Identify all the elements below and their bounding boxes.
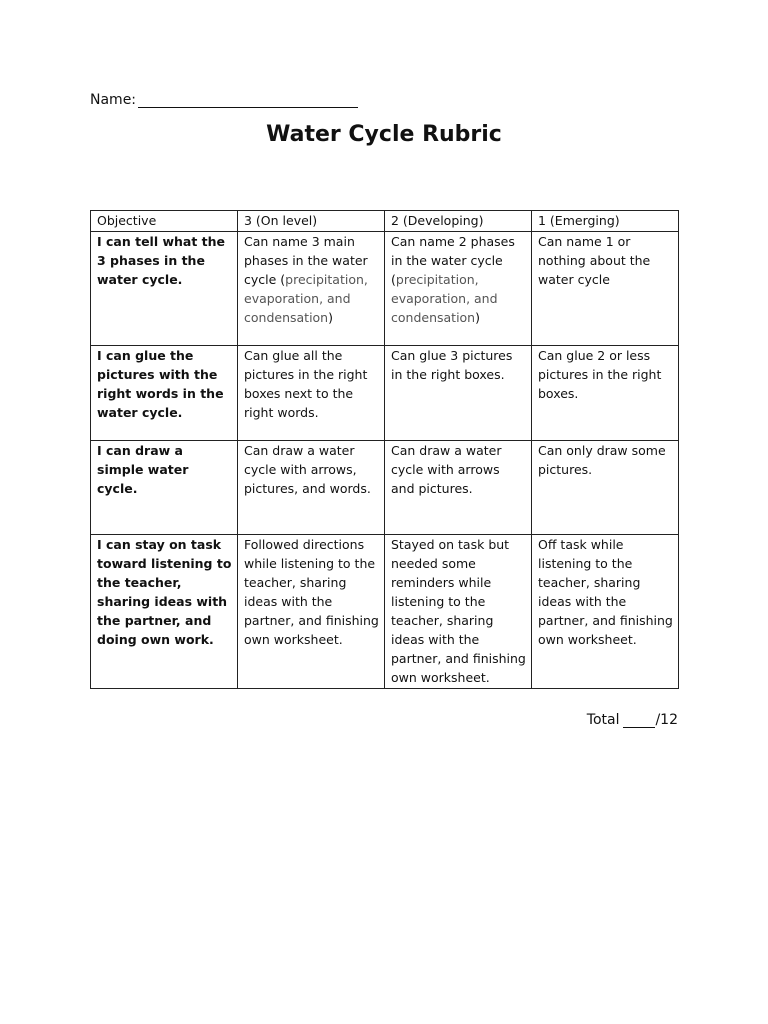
total-blank [623,714,655,728]
total-score [587,712,678,728]
level-2-cell [385,232,532,346]
table-row [91,441,679,535]
name-blank [138,93,358,108]
cell-text-gray: precipitation, evaporation, and condensation [244,272,368,325]
level-3-cell: Can glue all the pictures in the right boxes next to the right words. [238,346,385,441]
total-suffix: /12 [655,712,678,728]
level-2-cell: Stayed on task but needed some reminders while listening to the teacher, sharing ideas with the partner, and finishing own worksheet. [385,535,532,689]
rubric-table [90,210,679,689]
name-label: Name: [90,92,137,108]
cell-text-end: ) [328,310,333,325]
level-1-cell: Can glue 2 or less pictures in the right boxes. [532,346,679,441]
level-3-cell: Followed directions while listening to the teacher, sharing ideas with the partner, and finishing own worksheet. [238,535,385,689]
cell-text: Can name 3 main phases in the water cycle ( [244,234,368,287]
objective-cell: I can stay on task toward listening to the teacher, sharing ideas with the partner, and doing own work. [91,535,238,689]
page-title: Water Cycle Rubric [266,122,502,147]
objective-cell: I can glue the pictures with the right words in the water cycle. [91,346,238,441]
level-2-cell: Can glue 3 pictures in the right boxes. [385,346,532,441]
level-3-cell: Can draw a water cycle with arrows, pictures, and words. [238,441,385,535]
level-1-cell: Off task while listening to the teacher, sharing ideas with the partner, and finishing own worksheet. [532,535,679,689]
header-objective: Objective [91,211,238,232]
cell-text-gray: precipitation, evaporation, and condensation [391,272,498,325]
header-level-1: 1 (Emerging) [532,211,679,232]
level-1-cell: Can name 1 or nothing about the water cycle [532,232,679,346]
table-row [91,232,679,346]
level-2-cell: Can draw a water cycle with arrows and pictures. [385,441,532,535]
header-level-2: 2 (Developing) [385,211,532,232]
objective-cell: I can draw a simple water cycle. [91,441,238,535]
cell-text: Can name 2 phases in the water cycle ( [391,234,515,287]
table-row [91,535,679,689]
name-field [90,92,358,108]
header-level-3: 3 (On level) [238,211,385,232]
table-row [91,346,679,441]
level-1-cell: Can only draw some pictures. [532,441,679,535]
cell-text-end: ) [475,310,480,325]
level-3-cell [238,232,385,346]
header-row [91,211,679,232]
total-label: Total [586,712,620,728]
objective-cell: I can tell what the 3 phases in the water cycle. [91,232,238,346]
